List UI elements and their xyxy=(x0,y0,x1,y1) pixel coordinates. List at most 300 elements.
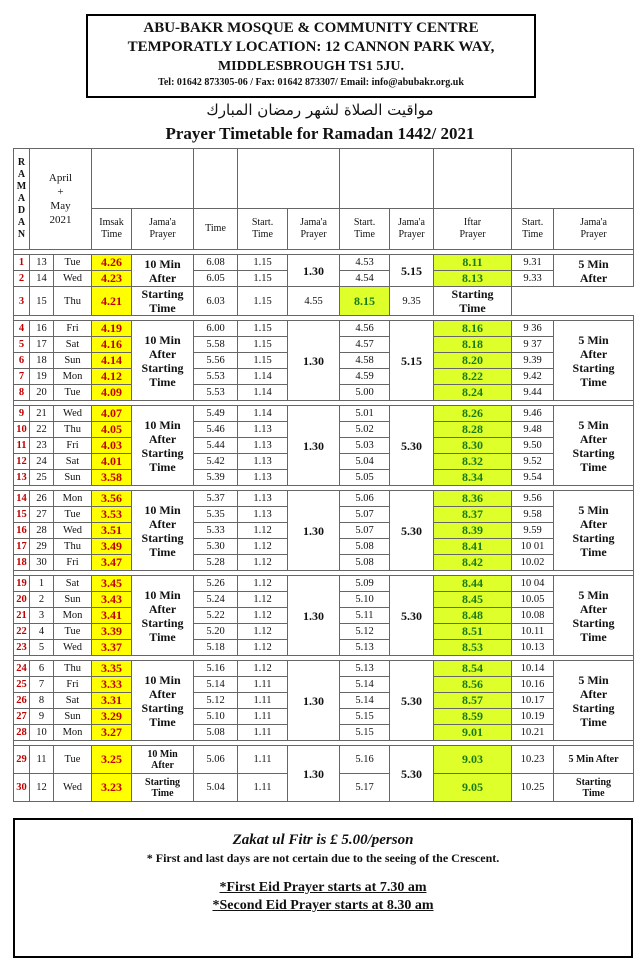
date: 1 xyxy=(30,576,54,592)
date: 6 xyxy=(30,661,54,677)
sunrise-time: 5.16 xyxy=(194,661,238,677)
weekday: Fri xyxy=(54,555,92,571)
iftar-time: 8.53 xyxy=(434,640,512,656)
ramadan-day: 30 xyxy=(14,774,30,802)
fajr-jamaa: 10 Min After Starting Time xyxy=(132,321,194,401)
sunrise-time: 5.08 xyxy=(194,725,238,741)
asr-start: 4.56 xyxy=(340,321,390,337)
iftar-time: 8.24 xyxy=(434,385,512,401)
imsak-time: 3.39 xyxy=(92,624,132,640)
asr-start: 5.14 xyxy=(340,677,390,693)
isha-jamaa: 5 Min After Starting Time xyxy=(554,576,634,656)
zohr-start-label: Start. Time xyxy=(238,208,288,249)
asr-start: 5.04 xyxy=(340,454,390,470)
imsak-time: 4.23 xyxy=(92,271,132,287)
date: 27 xyxy=(30,507,54,523)
isha-jamaa: 5 Min After xyxy=(554,746,634,774)
zohr-start: 1.15 xyxy=(238,337,288,353)
zohr-start: 1.12 xyxy=(238,539,288,555)
isha-jamaa: 5 Min After xyxy=(554,255,634,287)
zohr-start: 1.12 xyxy=(238,608,288,624)
zohr-start: 1.11 xyxy=(238,746,288,774)
date: 7 xyxy=(30,677,54,693)
sunrise-time: 5.04 xyxy=(194,774,238,802)
table-row xyxy=(14,287,634,316)
header-row xyxy=(14,149,634,209)
zohr-start: 1.13 xyxy=(238,507,288,523)
zohr-jamaa-label: Jama'a Prayer xyxy=(288,208,340,249)
ramadan-day: 20 xyxy=(14,592,30,608)
ramadan-day: 21 xyxy=(14,608,30,624)
arabic-title: مواقيت الصلاة لشهر رمضان المبارك xyxy=(206,101,434,119)
asr-jamaa: 5.15 xyxy=(390,321,434,401)
iftar-time: 8.45 xyxy=(434,592,512,608)
ramadan-day: 18 xyxy=(14,555,30,571)
asr-start: 5.03 xyxy=(340,438,390,454)
zohr-start: 1.13 xyxy=(238,438,288,454)
date: 5 xyxy=(30,640,54,656)
date: 26 xyxy=(30,491,54,507)
asr-start: 4.59 xyxy=(340,369,390,385)
isha-start: 9.42 xyxy=(512,369,554,385)
fajr-jamaa-label: Jama'a Prayer xyxy=(132,208,194,249)
iftar-time: 8.41 xyxy=(434,539,512,555)
isha-start: 10.23 xyxy=(512,746,554,774)
isha-start: 10.08 xyxy=(512,608,554,624)
zohr-start: 1.12 xyxy=(238,592,288,608)
imsak-time: 3.31 xyxy=(92,693,132,709)
isha-start: 10.05 xyxy=(512,592,554,608)
first-eid-note: *First Eid Prayer starts at 7.30 am xyxy=(219,880,427,895)
isha-start: 10 01 xyxy=(512,539,554,555)
asr-jamaa: 5.30 xyxy=(390,406,434,486)
isha-start: 10.02 xyxy=(512,555,554,571)
imsak-time: 3.51 xyxy=(92,523,132,539)
weekday: Tue xyxy=(54,624,92,640)
sunrise-time: 5.30 xyxy=(194,539,238,555)
city-line: MIDDLESBROUGH TS1 5JU. xyxy=(217,59,405,74)
maghrib-heading xyxy=(434,149,512,209)
asr-start: 5.01 xyxy=(340,406,390,422)
sunrise-time: 5.42 xyxy=(194,454,238,470)
zohr-start: 1.11 xyxy=(238,693,288,709)
iftar-time: 8.54 xyxy=(434,661,512,677)
contact-line: Tel: 01642 873305-06 / Fax: 01642 873307/ Email: info@abubakr.org.uk xyxy=(158,77,464,88)
zohr-start: 1.15 xyxy=(238,353,288,369)
weekday: Thu xyxy=(54,287,92,316)
fajr-jamaa: 10 Min After Starting Time xyxy=(132,491,194,571)
imsak-time: 3.43 xyxy=(92,592,132,608)
iftar-time: 8.51 xyxy=(434,624,512,640)
date: 15 xyxy=(30,287,54,316)
weekday: Fri xyxy=(54,438,92,454)
date: 30 xyxy=(30,555,54,571)
isha-start: 9.58 xyxy=(512,507,554,523)
sunrise-time: 6.05 xyxy=(194,271,238,287)
zohr-start: 1.14 xyxy=(238,369,288,385)
sunrise-time: 5.10 xyxy=(194,709,238,725)
date: 14 xyxy=(30,271,54,287)
iftar-time: 8.16 xyxy=(434,321,512,337)
zohr-jamaa: 1.30 xyxy=(288,746,340,802)
imsak-time: 3.49 xyxy=(92,539,132,555)
ramadan-day: 23 xyxy=(14,640,30,656)
zohr-jamaa: 1.30 xyxy=(288,406,340,486)
zohr-jamaa: 1.30 xyxy=(288,491,340,571)
isha-jamaa: 5 Min After Starting Time xyxy=(554,406,634,486)
asr-start-label: Start. Time xyxy=(340,208,390,249)
imsak-time: 4.12 xyxy=(92,369,132,385)
asr-start: 5.12 xyxy=(340,624,390,640)
iftar-time: 8.20 xyxy=(434,353,512,369)
isha-start: 10.21 xyxy=(512,725,554,741)
weekday: Mon xyxy=(54,608,92,624)
date: 11 xyxy=(30,746,54,774)
sunrise-time: 5.44 xyxy=(194,438,238,454)
zohr-start: 1.11 xyxy=(238,677,288,693)
asr-start: 4.57 xyxy=(340,337,390,353)
sunrise-time: 6.03 xyxy=(194,287,238,316)
iftar-time: 8.22 xyxy=(434,369,512,385)
isha-start: 9.50 xyxy=(512,438,554,454)
zohr-start: 1.12 xyxy=(238,624,288,640)
fajr-jamaa: Starting Time xyxy=(132,287,194,316)
zohr-start: 1.14 xyxy=(238,385,288,401)
sunrise-time: 6.00 xyxy=(194,321,238,337)
zohr-start: 1.12 xyxy=(238,576,288,592)
asr-start: 5.10 xyxy=(340,592,390,608)
weekday: Tue xyxy=(54,385,92,401)
asr-start: 5.02 xyxy=(340,422,390,438)
weekday: Sat xyxy=(54,693,92,709)
imsak-time: 3.58 xyxy=(92,470,132,486)
weekday: Fri xyxy=(54,321,92,337)
asr-start: 5.09 xyxy=(340,576,390,592)
ramadan-label: R A M A D A N xyxy=(14,149,30,250)
isha-start: 9.54 xyxy=(512,470,554,486)
iftar-time: 8.37 xyxy=(434,507,512,523)
imsak-time: 3.29 xyxy=(92,709,132,725)
asr-jamaa-label: Jama'a Prayer xyxy=(390,208,434,249)
footer-box xyxy=(13,818,633,958)
sunrise-time: 5.58 xyxy=(194,337,238,353)
zohr-start: 1.11 xyxy=(238,725,288,741)
isha-start: 9.52 xyxy=(512,454,554,470)
weekday: Tue xyxy=(54,507,92,523)
table-row xyxy=(14,661,634,677)
sunrise-time: 5.33 xyxy=(194,523,238,539)
ramadan-day: 10 xyxy=(14,422,30,438)
ramadan-day: 27 xyxy=(14,709,30,725)
header-box xyxy=(86,14,536,98)
iftar-time: 8.44 xyxy=(434,576,512,592)
isha-start: 9.33 xyxy=(512,271,554,287)
isha-start: 10.14 xyxy=(512,661,554,677)
weekday: Mon xyxy=(54,725,92,741)
zohr-jamaa: 1.30 xyxy=(288,255,340,287)
date: 2 xyxy=(30,592,54,608)
zohr-start: 1.12 xyxy=(238,523,288,539)
imsak-time: 4.05 xyxy=(92,422,132,438)
ramadan-day: 3 xyxy=(14,287,30,316)
iftar-time: 8.34 xyxy=(434,470,512,486)
zohr-start: 1.13 xyxy=(238,491,288,507)
iftar-time: 8.59 xyxy=(434,709,512,725)
imsak-time: 4.03 xyxy=(92,438,132,454)
isha-start: 9.46 xyxy=(512,406,554,422)
table-row xyxy=(14,321,634,337)
zohr-start: 1.13 xyxy=(238,422,288,438)
imsak-time: 3.23 xyxy=(92,774,132,802)
isha-start: 9.31 xyxy=(512,255,554,271)
zohr-start: 1.14 xyxy=(238,406,288,422)
date: 10 xyxy=(30,725,54,741)
isha-jamaa: Starting Time xyxy=(554,774,634,802)
imsak-time: 3.53 xyxy=(92,507,132,523)
iftar-time: 8.39 xyxy=(434,523,512,539)
mosque-name: ABU-BAKR MOSQUE & COMMUNITY CENTRE xyxy=(143,20,479,36)
crescent-note: * First and last days are not certain due to the seeing of the Crescent. xyxy=(146,851,500,865)
isha-start: 10.19 xyxy=(512,709,554,725)
zohr-start: 1.13 xyxy=(238,454,288,470)
sunrise-time: 5.24 xyxy=(194,592,238,608)
isha-start: 10.11 xyxy=(512,624,554,640)
asr-start: 5.05 xyxy=(340,470,390,486)
sunrise-time: 5.20 xyxy=(194,624,238,640)
imsak-time: 4.21 xyxy=(92,287,132,316)
table-row xyxy=(14,746,634,774)
second-eid-note: *Second Eid Prayer starts at 8.30 am xyxy=(212,898,434,913)
date: 23 xyxy=(30,438,54,454)
ramadan-day: 14 xyxy=(14,491,30,507)
ramadan-day: 22 xyxy=(14,624,30,640)
zohr-jamaa: 1.30 xyxy=(288,661,340,741)
weekday: Wed xyxy=(54,640,92,656)
page-title: Prayer Timetable for Ramadan 1442/ 2021 xyxy=(165,124,475,143)
fajr-jamaa: 10 Min After Starting Time xyxy=(132,576,194,656)
asr-jamaa: 5.30 xyxy=(390,661,434,741)
iftar-time: 8.15 xyxy=(340,287,390,316)
imsak-time: 3.37 xyxy=(92,640,132,656)
zohr-start: 1.11 xyxy=(238,709,288,725)
weekday: Wed xyxy=(54,523,92,539)
date: 22 xyxy=(30,422,54,438)
iftar-time: 9.05 xyxy=(434,774,512,802)
sunrise-time: 6.08 xyxy=(194,255,238,271)
asr-start: 4.55 xyxy=(288,287,340,316)
ramadan-day: 11 xyxy=(14,438,30,454)
zohr-start: 1.12 xyxy=(238,555,288,571)
isha-jamaa-label: Jama'a Prayer xyxy=(554,208,634,249)
sunrise-time: 5.56 xyxy=(194,353,238,369)
imsak-time: 3.56 xyxy=(92,491,132,507)
zohr-jamaa: 1.30 xyxy=(288,321,340,401)
iftar-time: 8.13 xyxy=(434,271,512,287)
sunrise-time: 5.53 xyxy=(194,369,238,385)
isha-jamaa: 5 Min After Starting Time xyxy=(554,321,634,401)
zohr-start: 1.15 xyxy=(238,271,288,287)
ramadan-day: 26 xyxy=(14,693,30,709)
asr-start: 4.53 xyxy=(340,255,390,271)
weekday: Wed xyxy=(54,406,92,422)
sunrise-time: 5.28 xyxy=(194,555,238,571)
iftar-time: 9.03 xyxy=(434,746,512,774)
sunrise-time: 5.06 xyxy=(194,746,238,774)
zohr-start: 1.15 xyxy=(238,255,288,271)
iftar-time: 8.56 xyxy=(434,677,512,693)
date: 16 xyxy=(30,321,54,337)
isha-start: 9 37 xyxy=(512,337,554,353)
weekday: Sun xyxy=(54,709,92,725)
iftar-time: 8.32 xyxy=(434,454,512,470)
isha-start: 10.25 xyxy=(512,774,554,802)
weekday: Sun xyxy=(54,592,92,608)
sunrise-time: 5.14 xyxy=(194,677,238,693)
iftar-time: 8.18 xyxy=(434,337,512,353)
iftar-time: 8.26 xyxy=(434,406,512,422)
isha-jamaa: 5 Min After Starting Time xyxy=(554,661,634,741)
ramadan-day: 9 xyxy=(14,406,30,422)
weekday: Mon xyxy=(54,491,92,507)
imsak-time: 4.26 xyxy=(92,255,132,271)
date: 20 xyxy=(30,385,54,401)
isha-start: 9 36 xyxy=(512,321,554,337)
ramadan-day: 13 xyxy=(14,470,30,486)
zohr-start: 1.12 xyxy=(238,640,288,656)
isha-start: 9.56 xyxy=(512,491,554,507)
imsak-time: 4.19 xyxy=(92,321,132,337)
date: 21 xyxy=(30,406,54,422)
weekday: Wed xyxy=(54,271,92,287)
weekday: Thu xyxy=(54,539,92,555)
weekday: Mon xyxy=(54,369,92,385)
date: 28 xyxy=(30,523,54,539)
table-row xyxy=(14,255,634,271)
zohr-start: 1.15 xyxy=(238,321,288,337)
date: 8 xyxy=(30,693,54,709)
iftar-time: 8.36 xyxy=(434,491,512,507)
isha-heading xyxy=(512,149,634,209)
date: 18 xyxy=(30,353,54,369)
isha-start: 9.59 xyxy=(512,523,554,539)
weekday: Fri xyxy=(54,677,92,693)
asr-jamaa: 5.15 xyxy=(390,255,434,287)
weekday: Thu xyxy=(54,422,92,438)
asr-heading xyxy=(340,149,434,209)
month-label: April + May 2021 xyxy=(30,149,92,250)
ramadan-day: 16 xyxy=(14,523,30,539)
asr-start: 5.06 xyxy=(340,491,390,507)
isha-start: 10.16 xyxy=(512,677,554,693)
fajr-jamaa: Starting Time xyxy=(132,774,194,802)
weekday: Sat xyxy=(54,454,92,470)
sunrise-time: 5.35 xyxy=(194,507,238,523)
sunrise-time: 5.26 xyxy=(194,576,238,592)
asr-start: 5.13 xyxy=(340,661,390,677)
zohr-start: 1.11 xyxy=(238,774,288,802)
weekday: Tue xyxy=(54,255,92,271)
asr-start: 5.07 xyxy=(340,523,390,539)
asr-start: 5.14 xyxy=(340,693,390,709)
weekday: Sun xyxy=(54,353,92,369)
weekday: Tue xyxy=(54,746,92,774)
asr-start: 5.08 xyxy=(340,539,390,555)
date: 19 xyxy=(30,369,54,385)
weekday: Sat xyxy=(54,337,92,353)
ramadan-day: 19 xyxy=(14,576,30,592)
date: 29 xyxy=(30,539,54,555)
date: 3 xyxy=(30,608,54,624)
zohr-start: 1.12 xyxy=(238,661,288,677)
date: 9 xyxy=(30,709,54,725)
asr-jamaa: 5.30 xyxy=(390,746,434,802)
sunrise-time: 5.53 xyxy=(194,385,238,401)
date: 13 xyxy=(30,255,54,271)
ramadan-day: 4 xyxy=(14,321,30,337)
isha-jamaa: Starting Time xyxy=(434,287,512,316)
weekday: Thu xyxy=(54,661,92,677)
fajr-jamaa: 10 Min After Starting Time xyxy=(132,406,194,486)
ramadan-day: 1 xyxy=(14,255,30,271)
imsak-time: 4.07 xyxy=(92,406,132,422)
fajr-jamaa: 10 Min After Starting Time xyxy=(132,661,194,741)
isha-start: 9.44 xyxy=(512,385,554,401)
asr-start: 4.54 xyxy=(340,271,390,287)
location-line: TEMPORATLY LOCATION: 12 CANNON PARK WAY, xyxy=(127,39,495,55)
asr-start: 5.15 xyxy=(340,725,390,741)
iftar-time: 9.01 xyxy=(434,725,512,741)
imsak-time: 3.27 xyxy=(92,725,132,741)
imsak-time: 3.35 xyxy=(92,661,132,677)
fajr-jamaa: 10 Min After xyxy=(132,746,194,774)
isha-start: 10.17 xyxy=(512,693,554,709)
weekday: Wed xyxy=(54,774,92,802)
sunrise-time: 5.18 xyxy=(194,640,238,656)
iftar-prayer-label: Iftar Prayer xyxy=(434,208,512,249)
ramadan-day: 12 xyxy=(14,454,30,470)
imsak-time: 3.41 xyxy=(92,608,132,624)
zohr-jamaa: 1.30 xyxy=(288,576,340,656)
ramadan-day: 24 xyxy=(14,661,30,677)
asr-start: 5.07 xyxy=(340,507,390,523)
asr-start: 5.08 xyxy=(340,555,390,571)
imsak-time: 3.47 xyxy=(92,555,132,571)
fajr-jamaa: 10 Min After xyxy=(132,255,194,287)
sunrise-time: 5.49 xyxy=(194,406,238,422)
weekday: Sat xyxy=(54,576,92,592)
weekday: Sun xyxy=(54,470,92,486)
ramadan-day: 28 xyxy=(14,725,30,741)
isha-start: 9.48 xyxy=(512,422,554,438)
asr-start: 5.17 xyxy=(340,774,390,802)
asr-start: 5.13 xyxy=(340,640,390,656)
sunrise-heading xyxy=(194,149,238,209)
asr-start: 5.00 xyxy=(340,385,390,401)
asr-start: 5.15 xyxy=(340,709,390,725)
ramadan-day: 29 xyxy=(14,746,30,774)
isha-start: 9.35 xyxy=(390,287,434,316)
asr-start: 5.11 xyxy=(340,608,390,624)
fajr-heading xyxy=(92,149,194,209)
isha-start: 10.13 xyxy=(512,640,554,656)
asr-jamaa: 5.30 xyxy=(390,491,434,571)
isha-start: 10 04 xyxy=(512,576,554,592)
iftar-time: 8.42 xyxy=(434,555,512,571)
table-row xyxy=(14,491,634,507)
sunrise-time: 5.39 xyxy=(194,470,238,486)
ramadan-day: 17 xyxy=(14,539,30,555)
date: 24 xyxy=(30,454,54,470)
